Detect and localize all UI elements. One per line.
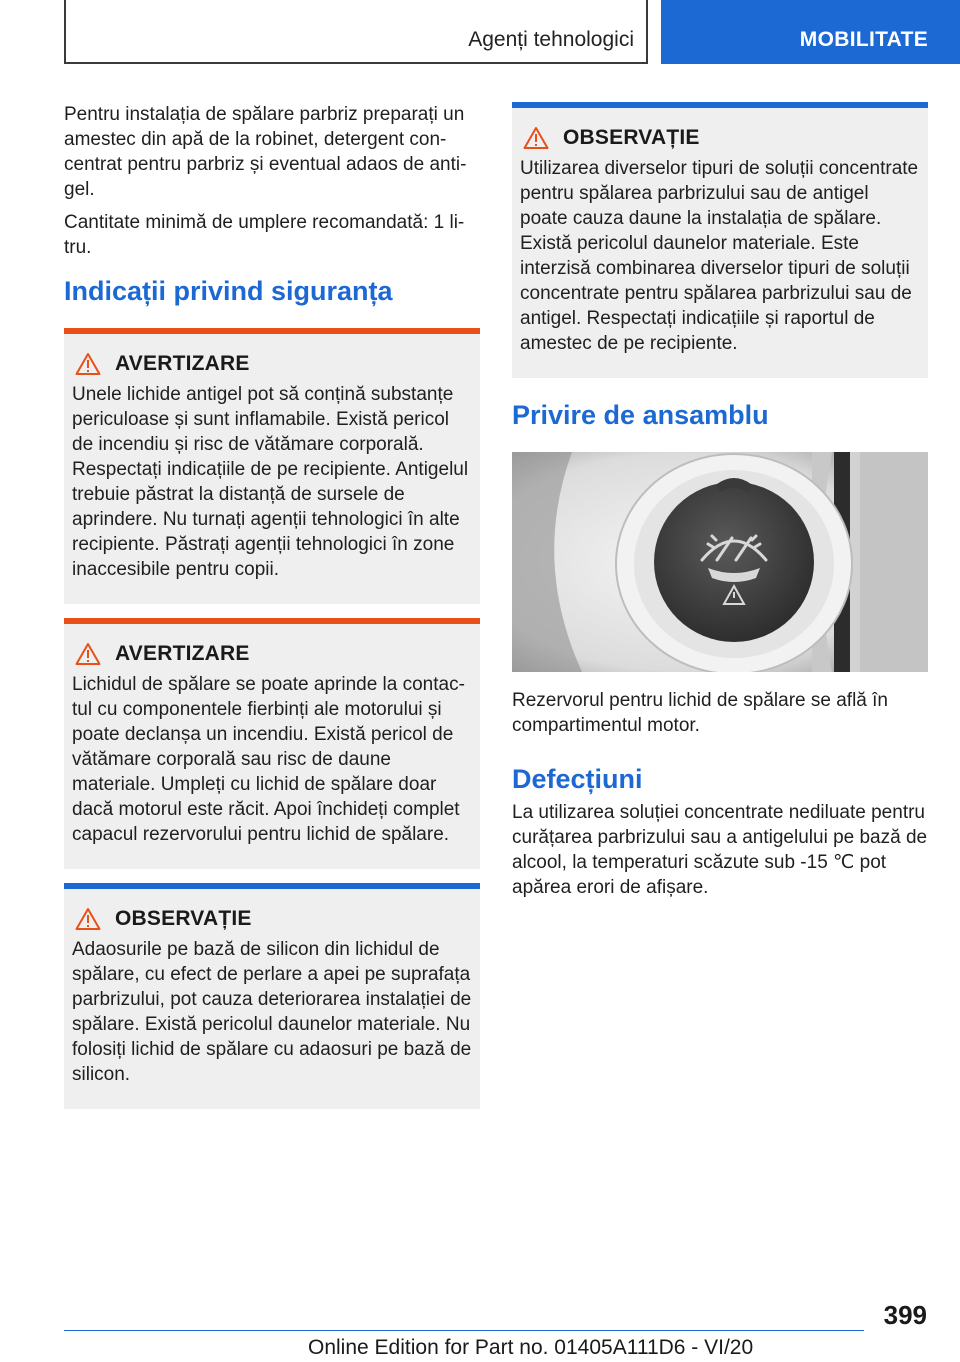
left-column <box>64 102 480 1123</box>
notice-text: Unele lichide antigel pot să conțină substanțe periculoase și sunt inflamabile. Există pericol de incendiu și risc de vătămare corporală. Respectați indicațiile de pe recipiente. Antigelul trebuie păstrat la distanță de sursele de aprindere. Nu turnați agenții tehnologici în alte recipiente. Păstrați agenții tehnologici în zone inaccesibile pentru copii. <box>72 384 469 580</box>
warning-triangle-icon <box>75 642 101 666</box>
warning-triangle-icon <box>523 126 549 150</box>
defects-paragraph: La utilizarea soluției concentrate nediluate pentru curățarea parbrizului sau a antigelului pe bază de alcool, la temperaturi scăzute sub -15 ℃ pot apărea erori de afișare. <box>512 802 928 898</box>
warning-triangle-icon <box>75 352 101 376</box>
footer-edition: Online Edition for Part no. 01405A111D6 - VI/20 <box>308 1336 754 1359</box>
warning-notice-1 <box>64 328 480 604</box>
header-section-box <box>64 0 648 64</box>
header-chapter-title: MOBILITATE <box>799 28 928 51</box>
page-number: 399 <box>883 1300 927 1330</box>
right-column <box>512 102 928 908</box>
warning-notice-2 <box>64 618 480 869</box>
notice-text: Adaosurile pe bază de silicon din lichidul de spălare, cu efect de perlare a apei pe suprafața parbrizului, pot cauza deteriorarea instalației de spălare. Există pericolul daunelor materiale. Nu folosiți lichid de spălare cu adaosuri pe bază de silicon. <box>72 939 472 1085</box>
photo-caption: Rezervorul pentru lichid de spălare se află în compartimentul motor. <box>512 690 888 736</box>
warning-triangle-icon <box>75 907 101 931</box>
heading-safety: Indicații privind siguranța <box>64 276 393 306</box>
footer-divider <box>64 1330 864 1331</box>
intro-paragraph-2: Cantitate minimă de umplere recomandată: 1 litru. <box>64 212 465 258</box>
header-section-title: Agenți tehnologici <box>468 28 634 51</box>
heading-defects: Defecțiuni <box>512 764 643 794</box>
notice-title: AVERTIZARE <box>115 352 250 375</box>
info-notice <box>512 102 928 378</box>
notice-title: AVERTIZARE <box>115 642 250 665</box>
washer-reservoir-cap-photo <box>512 452 928 672</box>
info-notice <box>64 883 480 1109</box>
notice-text: Utilizarea diverselor tipuri de soluții concentrate pentru spălarea parbrizului sau de antigel poate cauza daune la instalația de spălare. Există pericolul daunelor materiale. Este interzisă combinarea diverselor tipuri de soluții concentrate pentru spălarea parbrizului sau de antigel. Respectați indicațiile și raportul de amestec de pe recipiente. <box>520 158 919 354</box>
notice-text: Lichidul de spălare se poate aprinde la contactul cu componentele fierbinți ale motorului și poate declanșa un incendiu. Există pericol de vătămare corporală sau risc de daune materiale. Umpleți cu lichid de spălare doar dacă motorul este răcit. Apoi închideți complet capacul rezervorului pentru lichid de spălare. <box>72 674 465 845</box>
heading-overview: Privire de ansamblu <box>512 400 769 430</box>
notice-title: OBSERVAȚIE <box>115 907 252 930</box>
intro-paragraph-1: Pentru instalația de spălare parbriz preparați un amestec din apă de la robinet, detergent concentrat pentru parbriz și eventual adaos de antigel. <box>64 104 467 200</box>
header-chapter-tab <box>661 0 960 64</box>
notice-title: OBSERVAȚIE <box>563 126 700 149</box>
